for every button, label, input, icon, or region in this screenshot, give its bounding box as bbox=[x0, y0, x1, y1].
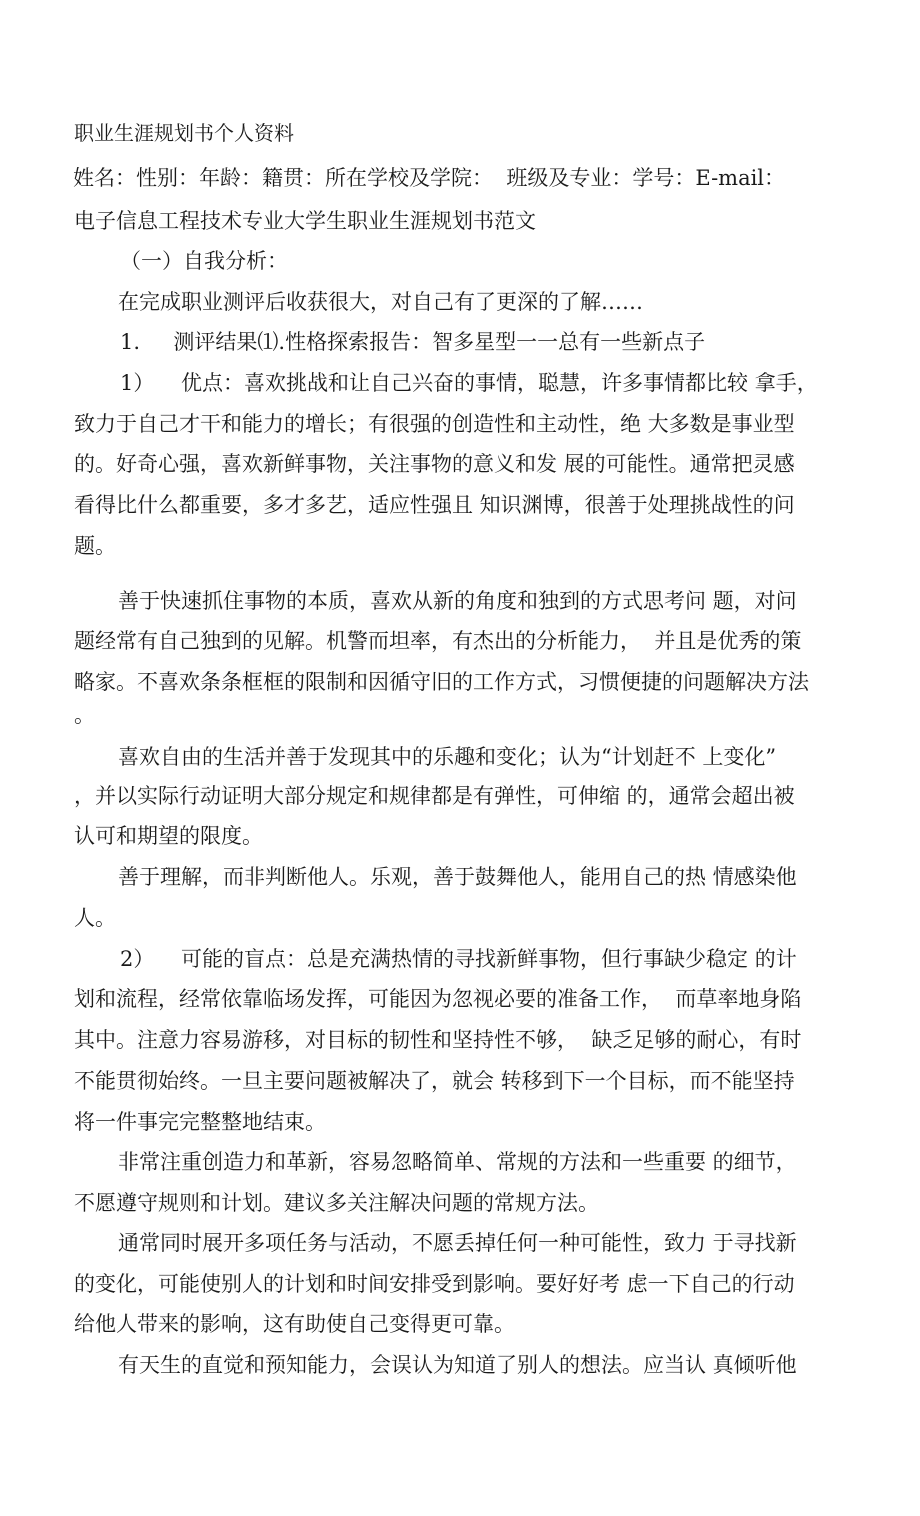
body-line: 善于理解，而非判断他人。乐观，善于鼓舞他人，能用自己的热 情感染他 bbox=[118, 865, 797, 889]
body-line: 略家。不喜欢条条框框的限制和因循守旧的工作方式，习惯便捷的问题解决方法 bbox=[74, 670, 809, 694]
body-line: 将一件事完完整整地结束。 bbox=[74, 1110, 326, 1134]
body-line: 给他人带来的影响，这有助使自己变得更可靠。 bbox=[74, 1312, 515, 1336]
section-heading-self-analysis: （一）自我分析： bbox=[120, 249, 288, 273]
body-line: 2） 可能的盲点：总是充满热情的寻找新鲜事物，但行事缺少稳定 的计 bbox=[120, 947, 797, 971]
document-title: 职业生涯规划书个人资料 bbox=[74, 121, 294, 145]
body-line: ，并以实际行动证明大部分规定和规律都是有弹性，可伸缩 的，通常会超出被 bbox=[74, 784, 795, 808]
body-line: 题。 bbox=[74, 534, 116, 558]
body-line: 喜欢自由的生活并善于发现其中的乐趣和变化；认为“计划赶不 上变化” bbox=[118, 745, 777, 769]
body-line: 的。好奇心强，喜欢新鲜事物，关注事物的意义和发 展的可能性。通常把灵感 bbox=[74, 452, 795, 476]
body-line: 划和流程，经常依靠临场发挥，可能因为忽视必要的准备工作， 而草率地身陷 bbox=[74, 987, 802, 1011]
body-line: 看得比什么都重要，多才多艺，适应性强且 知识渊博，很善于处理挑战性的问 bbox=[74, 493, 795, 517]
personal-info-line: 姓名：性别：年龄：籍贯：所在学校及学院： 班级及专业：学号：E-mail： bbox=[73, 166, 786, 190]
body-line: 1） 优点：喜欢挑战和让自己兴奋的事情，聪慧，许多事情都比较 拿手， bbox=[120, 371, 818, 395]
body-line: 人。 bbox=[74, 906, 116, 930]
body-line: 善于快速抓住事物的本质，喜欢从新的角度和独到的方式思考问 题，对问 bbox=[118, 589, 797, 613]
body-line: 有天生的直觉和预知能力，会误认为知道了别人的想法。应当认 真倾听他 bbox=[118, 1353, 797, 1377]
body-line: 致力于自己才干和能力的增长；有很强的创造性和主动性，绝 大多数是事业型 bbox=[74, 412, 795, 436]
body-line: 不愿遵守规则和计划。建议多关注解决问题的常规方法。 bbox=[74, 1191, 599, 1215]
body-line: 题经常有自己独到的见解。机警而坦率，有杰出的分析能力， 并且是优秀的策 bbox=[74, 629, 802, 653]
body-line: 通常同时展开多项任务与活动，不愿丢掉任何一种可能性，致力 于寻找新 bbox=[118, 1231, 797, 1255]
document-subtitle: 电子信息工程技术专业大学生职业生涯规划书范文 bbox=[74, 209, 536, 233]
body-line: 认可和期望的限度。 bbox=[74, 824, 263, 848]
body-line: 1. 测评结果⑴.性格探索报告：智多星型一一总有一些新点子 bbox=[120, 330, 706, 354]
body-line: 在完成职业测评后收获很大，对自己有了更深的了解…… bbox=[118, 290, 643, 314]
body-line: 的变化，可能使别人的计划和时间安排受到影响。要好好考 虑一下自己的行动 bbox=[74, 1272, 795, 1296]
body-line: 其中。注意力容易游移，对目标的韧性和坚持性不够， 缺乏足够的耐心，有时 bbox=[74, 1028, 802, 1052]
body-line: 不能贯彻始终。一旦主要问题被解决了，就会 转移到下一个目标，而不能坚持 bbox=[74, 1069, 795, 1093]
body-line: 。 bbox=[74, 703, 95, 727]
body-line: 非常注重创造力和革新，容易忽略简单、常规的方法和一些重要 的细节， bbox=[118, 1150, 797, 1174]
